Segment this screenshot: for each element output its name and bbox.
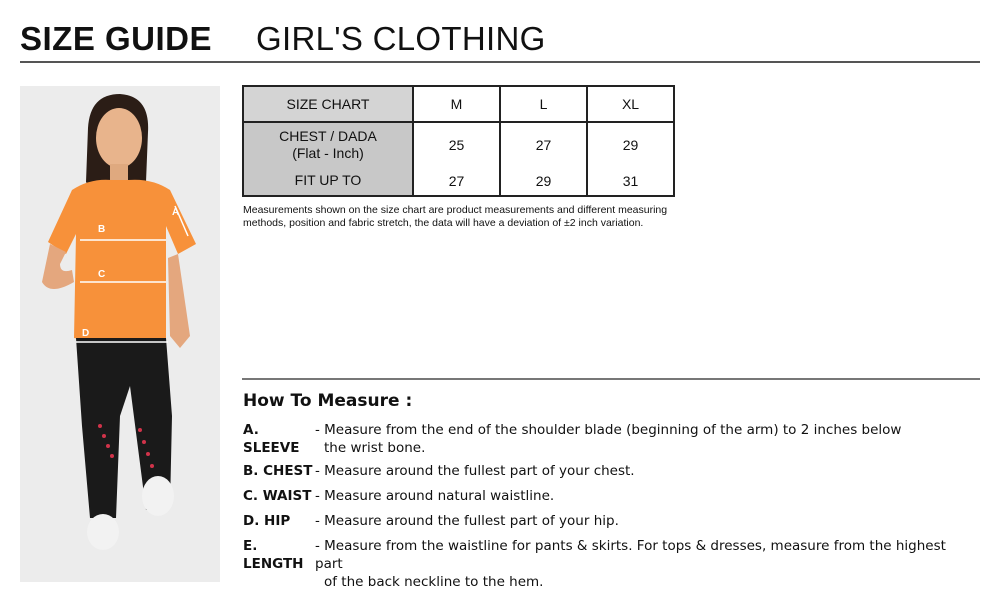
table-cell: 29: [500, 166, 587, 196]
measure-text: - Measure around natural waistline.: [315, 488, 555, 504]
table-row: [243, 122, 674, 166]
page-title: SIZE GUIDE: [20, 20, 213, 57]
size-col-xl: XL: [587, 86, 674, 122]
measure-text: - Measure from the end of the shoulder blade (beginning of the arm) to 2 inches below: [315, 422, 902, 438]
measure-key: D. HIP: [243, 513, 291, 529]
table-cell: 25: [413, 122, 500, 166]
row-label-chest: [243, 122, 413, 166]
table-cell: 29: [587, 122, 674, 166]
measure-label-a: A: [172, 207, 180, 218]
size-chart-header-row: [243, 86, 674, 122]
how-to-measure-title: How To Measure :: [243, 391, 413, 411]
measure-label-d: D: [82, 328, 90, 339]
list-item: [243, 537, 975, 591]
list-item: [243, 512, 975, 530]
measure-text: - Measure from the waistline for pants & skirts. For tops & dresses, measure from the highest part: [315, 538, 946, 572]
section-divider: [242, 378, 980, 380]
table-cell: 27: [413, 166, 500, 196]
measure-key: B. CHEST: [243, 463, 313, 479]
model-illustration: [20, 86, 220, 582]
list-item: [243, 487, 975, 505]
row-label-line: (Flat - Inch): [292, 144, 364, 161]
header-divider: [20, 61, 980, 63]
measure-text-cont: of the back neckline to the hem.: [324, 574, 544, 590]
size-chart-header: SIZE CHART: [243, 86, 413, 122]
size-col-l: L: [500, 86, 587, 122]
list-item: [243, 421, 975, 457]
measure-text-cont: the wrist bone.: [324, 440, 426, 456]
size-col-m: M: [413, 86, 500, 122]
measure-label-c: C: [98, 269, 106, 280]
row-label-line: CHEST / DADA: [279, 127, 377, 144]
model-photo: [20, 86, 220, 582]
table-row: [243, 166, 674, 196]
measure-text: - Measure around the fullest part of your hip.: [315, 513, 619, 529]
measurement-note: Measurements shown on the size chart are product measurements and different measuring methods, position and fabric stretch, the data will have a deviation of ±2 inch variation.: [243, 204, 668, 229]
measure-key: A. SLEEVE: [243, 422, 300, 456]
row-label-fit: FIT UP TO: [243, 166, 413, 196]
measure-label-b: B: [98, 224, 106, 235]
size-chart-table: [242, 85, 675, 197]
table-cell: 31: [587, 166, 674, 196]
measure-text: - Measure around the fullest part of your chest.: [315, 463, 635, 479]
measure-key: C. WAIST: [243, 488, 312, 504]
page-subtitle: GIRL'S CLOTHING: [256, 20, 546, 57]
table-cell: 27: [500, 122, 587, 166]
page-header: [20, 14, 546, 58]
list-item: [243, 462, 975, 480]
measure-key: E. LENGTH: [243, 538, 304, 572]
